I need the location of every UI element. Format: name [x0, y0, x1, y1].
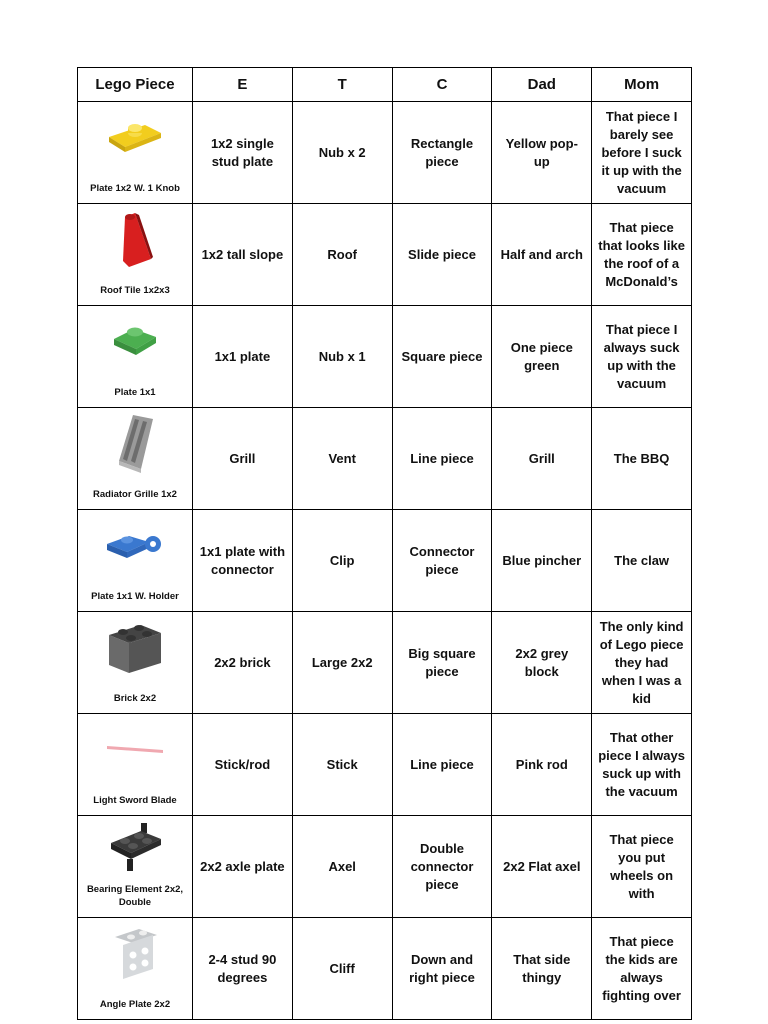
cell-t: Stick: [292, 714, 392, 816]
piece-name: Light Sword Blade: [93, 795, 177, 806]
pink-rod-icon: [82, 718, 188, 780]
piece-name: Plate 1x1: [114, 387, 156, 398]
cell-mom: The only kind of Lego piece they had when I was a kid: [592, 612, 692, 714]
cell-mom: That piece I always suck up with the vacuum: [592, 306, 692, 408]
cell-dad: 2x2 grey block: [492, 612, 592, 714]
cell-e: 1x1 plate: [193, 306, 293, 408]
piece-name: Angle Plate 2x2: [99, 999, 171, 1010]
cell-e: 2x2 brick: [193, 612, 293, 714]
piece-cell: [78, 612, 193, 714]
cell-e: 1x2 single stud plate: [193, 102, 293, 204]
cell-c: Line piece: [392, 408, 492, 510]
cell-t: Nub x 2: [292, 102, 392, 204]
piece-cell: [78, 306, 193, 408]
table-row: [78, 306, 692, 408]
header-lego-piece: Lego Piece: [78, 68, 193, 102]
cell-mom: The BBQ: [592, 408, 692, 510]
piece-cell: [78, 510, 193, 612]
cell-t: Nub x 1: [292, 306, 392, 408]
cell-e: 2-4 stud 90 degrees: [193, 918, 293, 1020]
table-row: [78, 918, 692, 1020]
piece-name: Radiator Grille 1x2: [93, 489, 177, 500]
piece-name: Bearing Element 2x2, Double: [86, 884, 184, 908]
header-e: E: [193, 68, 293, 102]
table-row: [78, 204, 692, 306]
header-c: C: [392, 68, 492, 102]
piece-cell: [78, 816, 193, 918]
cell-dad: Grill: [492, 408, 592, 510]
header-row: [78, 68, 692, 102]
piece-name: Roof Tile 1x2x3: [100, 285, 170, 296]
piece-name: Brick 2x2: [113, 693, 157, 704]
piece-cell: [78, 102, 193, 204]
cell-t: Cliff: [292, 918, 392, 1020]
cell-c: Rectangle piece: [392, 102, 492, 204]
cell-mom: That piece I barely see before I suck it up with the vacuum: [592, 102, 692, 204]
cell-dad: Yellow pop-up: [492, 102, 592, 204]
table-row: [78, 612, 692, 714]
lego-piece-table: [77, 67, 692, 1020]
cell-e: Grill: [193, 408, 293, 510]
cell-c: Square piece: [392, 306, 492, 408]
white-angle-plate-icon: [82, 922, 188, 984]
cell-e: Stick/rod: [193, 714, 293, 816]
cell-dad: Half and arch: [492, 204, 592, 306]
table-row: [78, 102, 692, 204]
blue-plate-holder-icon: [82, 514, 188, 576]
grey-grille-icon: [82, 412, 188, 474]
cell-c: Double connector piece: [392, 816, 492, 918]
cell-e: 1x2 tall slope: [193, 204, 293, 306]
table-row: [78, 408, 692, 510]
cell-e: 2x2 axle plate: [193, 816, 293, 918]
piece-cell: [78, 714, 193, 816]
grey-brick-icon: [82, 616, 188, 678]
piece-cell: [78, 918, 193, 1020]
yellow-plate-knob-icon: [82, 106, 188, 168]
header-t: T: [292, 68, 392, 102]
cell-t: Large 2x2: [292, 612, 392, 714]
cell-mom: That piece the kids are always fighting over: [592, 918, 692, 1020]
cell-mom: That piece that looks like the roof of a McDonald’s: [592, 204, 692, 306]
cell-c: Slide piece: [392, 204, 492, 306]
dark-bearing-plate-icon: [82, 820, 188, 882]
piece-name: Plate 1x1 W. Holder: [91, 591, 179, 602]
cell-mom: That piece you put wheels on with: [592, 816, 692, 918]
cell-mom: The claw: [592, 510, 692, 612]
cell-dad: 2x2 Flat axel: [492, 816, 592, 918]
header-mom: Mom: [592, 68, 692, 102]
cell-c: Line piece: [392, 714, 492, 816]
cell-c: Big square piece: [392, 612, 492, 714]
cell-dad: That side thingy: [492, 918, 592, 1020]
cell-e: 1x1 plate with connector: [193, 510, 293, 612]
red-roof-tile-icon: [82, 208, 188, 270]
table-row: [78, 714, 692, 816]
cell-t: Axel: [292, 816, 392, 918]
cell-dad: Blue pincher: [492, 510, 592, 612]
piece-name: Plate 1x2 W. 1 Knob: [90, 183, 180, 194]
cell-c: Down and right piece: [392, 918, 492, 1020]
header-dad: Dad: [492, 68, 592, 102]
piece-cell: [78, 204, 193, 306]
cell-mom: That other piece I always suck up with the vacuum: [592, 714, 692, 816]
cell-t: Vent: [292, 408, 392, 510]
cell-dad: One piece green: [492, 306, 592, 408]
table-row: [78, 816, 692, 918]
cell-t: Clip: [292, 510, 392, 612]
cell-c: Connector piece: [392, 510, 492, 612]
table-row: [78, 510, 692, 612]
cell-dad: Pink rod: [492, 714, 592, 816]
green-plate-icon: [82, 310, 188, 372]
cell-t: Roof: [292, 204, 392, 306]
piece-cell: [78, 408, 193, 510]
